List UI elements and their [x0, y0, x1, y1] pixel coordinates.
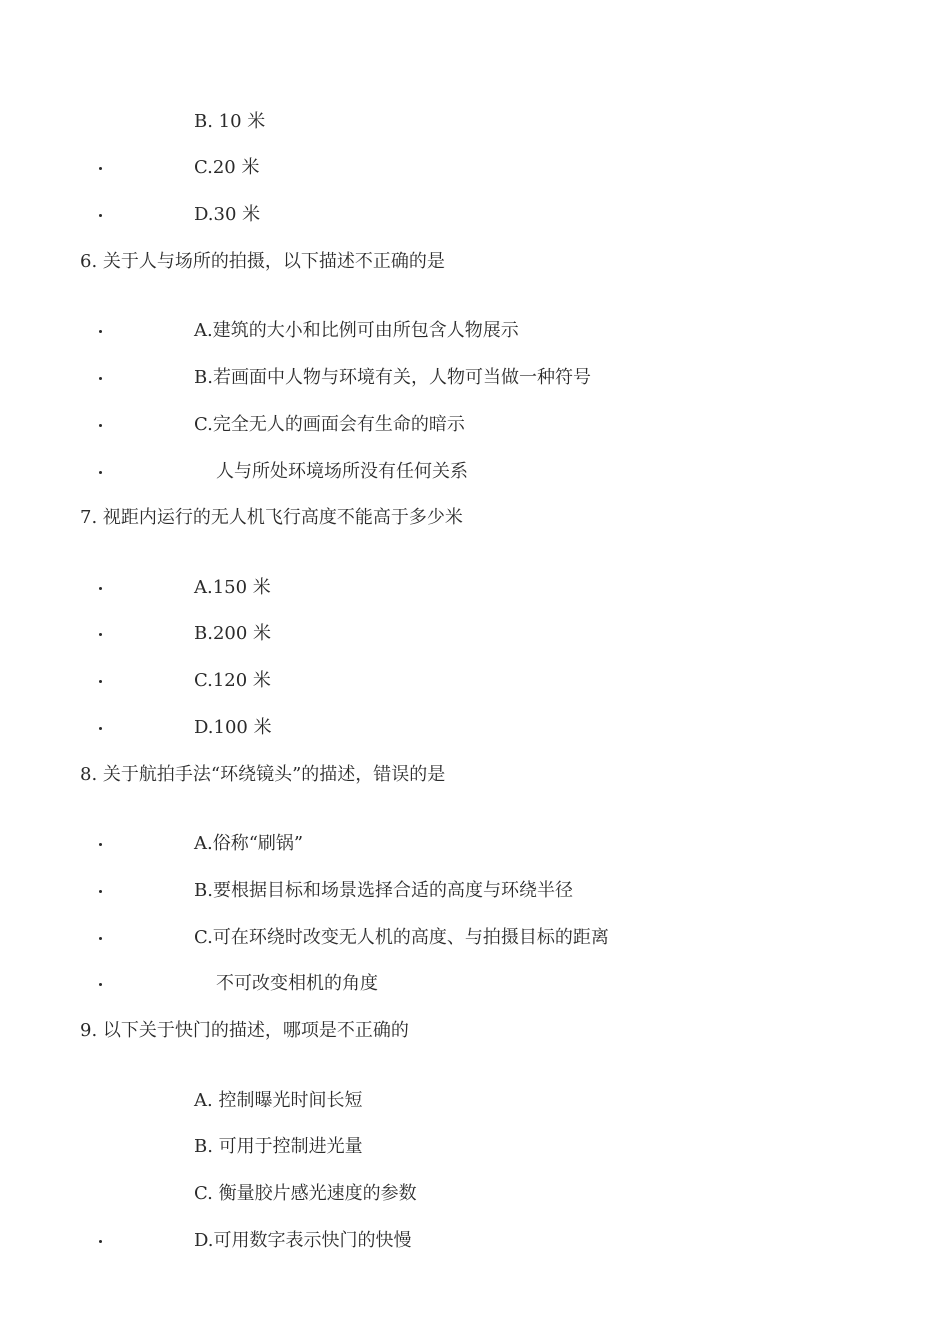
bullet — [98, 632, 104, 638]
q9-option-d: D.可用数字表示快门的快慢 — [194, 1230, 412, 1251]
q6-option-b: B.若画面中人物与环境有关，人物可当做一种符号 — [194, 367, 591, 388]
q8-question: 8. 关于航拍手法“环绕镜头”的描述，错误的是 — [80, 764, 446, 785]
q5-option-d: D.30 米 — [194, 204, 261, 225]
q8-option-c: C.可在环绕时改变无人机的高度、与拍摄目标的距离 — [194, 927, 609, 948]
q6-option-c: C.完全无人的画面会有生命的暗示 — [194, 414, 465, 435]
q9-option-a: A. 控制曝光时间长短 — [194, 1090, 363, 1111]
q9-option-b: B. 可用于控制进光量 — [194, 1136, 363, 1157]
q8-option-a: A.俗称“刷锅” — [194, 833, 304, 854]
bullet — [98, 982, 104, 988]
bullet — [98, 376, 104, 382]
q7-option-d: D.100 米 — [194, 717, 272, 738]
bullet — [98, 329, 104, 335]
bullet — [98, 726, 104, 732]
q8-option-d: 不可改变相机的角度 — [216, 973, 378, 994]
bullet — [98, 470, 104, 476]
q6-question: 6. 关于人与场所的拍摄，以下描述不正确的是 — [80, 251, 445, 272]
bullet — [98, 842, 104, 848]
q7-option-b: B.200 米 — [194, 623, 272, 644]
bullet — [98, 586, 104, 592]
q9-option-c: C. 衡量胶片感光速度的参数 — [194, 1183, 417, 1204]
bullet — [98, 166, 104, 172]
q5-option-b: B. 10 米 — [194, 111, 266, 132]
q7-option-a: A.150 米 — [194, 577, 271, 598]
bullet — [98, 1239, 104, 1245]
q5-option-c: C.20 米 — [194, 157, 260, 178]
q6-option-d: 人与所处环境场所没有任何关系 — [216, 461, 468, 482]
bullet — [98, 679, 104, 685]
q8-option-b: B.要根据目标和场景选择合适的高度与环绕半径 — [194, 880, 573, 901]
q6-option-a: A.建筑的大小和比例可由所包含人物展示 — [194, 320, 519, 341]
bullet — [98, 936, 104, 942]
q9-question: 9. 以下关于快门的描述，哪项是不正确的 — [80, 1020, 409, 1041]
q7-question: 7. 视距内运行的无人机飞行高度不能高于多少米 — [80, 507, 463, 528]
bullet — [98, 423, 104, 429]
bullet — [98, 213, 104, 219]
bullet — [98, 889, 104, 895]
q7-option-c: C.120 米 — [194, 670, 271, 691]
